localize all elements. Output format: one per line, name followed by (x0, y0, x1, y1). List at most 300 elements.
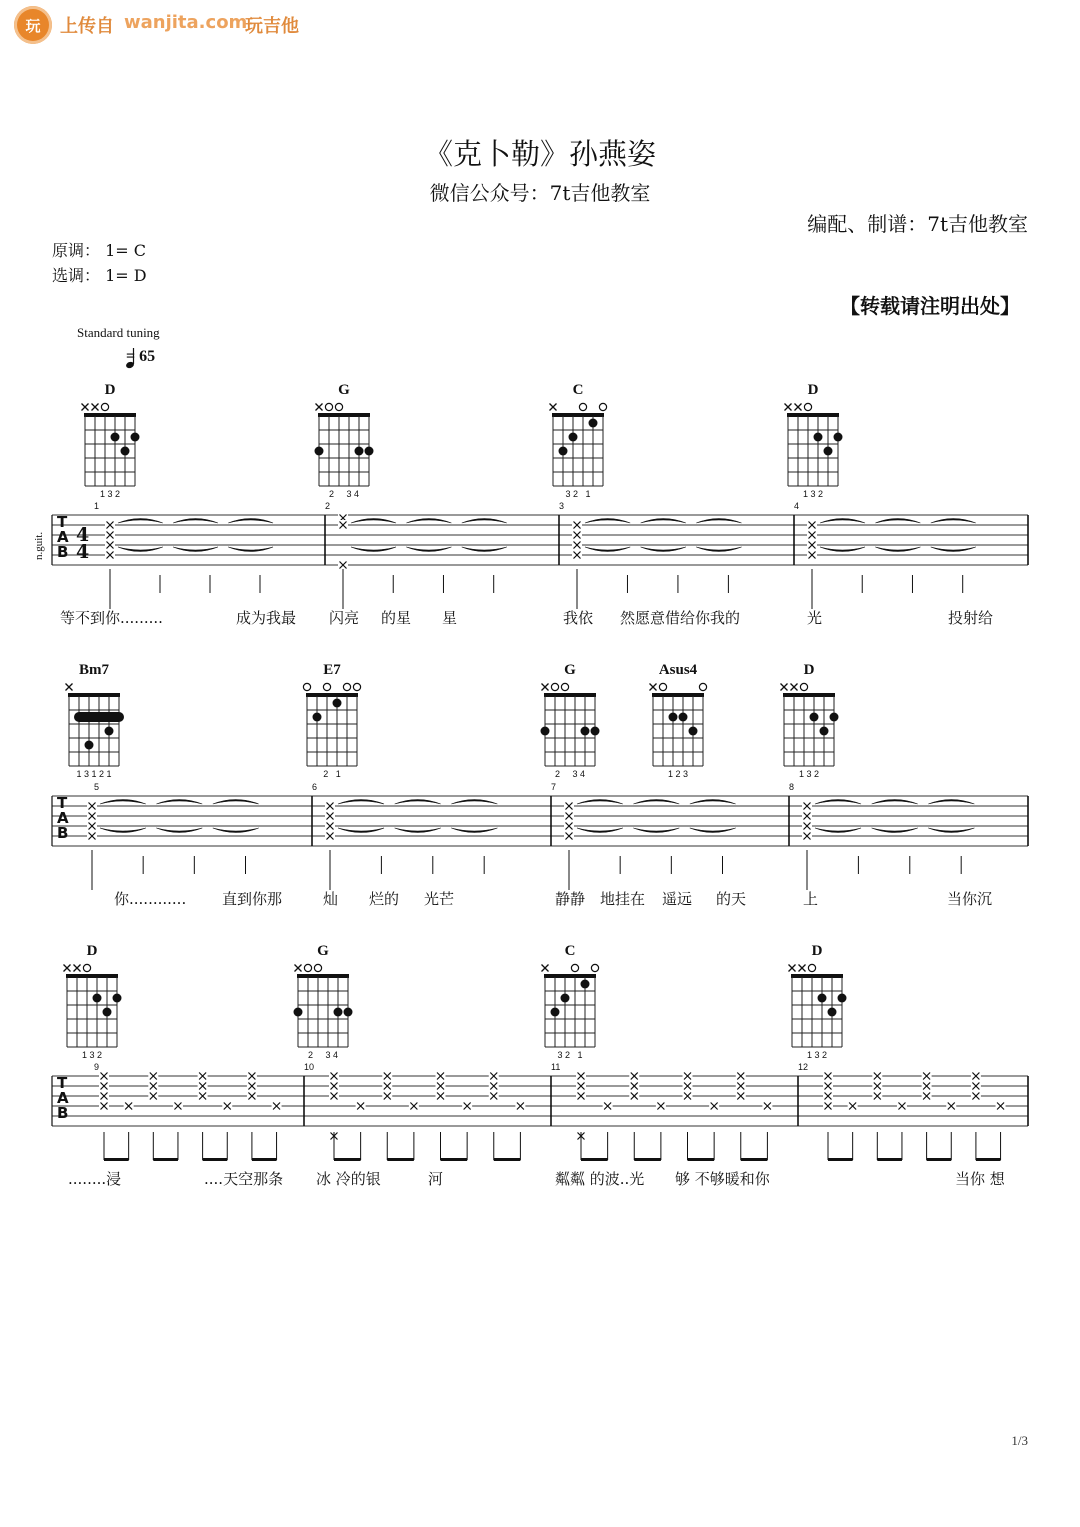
finger-dot (93, 994, 102, 1003)
tab-x-note (247, 1071, 257, 1081)
beam (441, 1158, 468, 1161)
tie-mark (820, 519, 865, 524)
tie-mark (585, 547, 630, 552)
tab-x-note (683, 1071, 693, 1081)
finger-numbers: 2 3 4 (554, 769, 586, 779)
tab-x-note (971, 1071, 981, 1081)
beam (252, 1158, 277, 1161)
lyric-text: 的星 (381, 609, 412, 627)
tie-mark (156, 800, 202, 805)
tab-x-note (709, 1101, 719, 1111)
chord-diagram (66, 684, 125, 767)
finger-dot (581, 980, 590, 989)
open-string-icon (314, 964, 321, 971)
finger-dot (333, 699, 342, 708)
finger-numbers: 1 2 3 (667, 769, 689, 779)
muted-string-icon (82, 404, 89, 411)
open-string-icon (571, 964, 578, 971)
tab-x-note (576, 1091, 586, 1101)
muted-string-icon (295, 965, 302, 972)
muted-string-icon (785, 404, 792, 411)
beam (741, 1158, 768, 1161)
tab-x-note (683, 1091, 693, 1101)
lyric-text: 成为我最 (236, 609, 297, 627)
tab-x-note (148, 1081, 158, 1091)
tab-x-note (572, 520, 582, 530)
tie-mark (213, 828, 259, 833)
measure-number: 5 (94, 782, 100, 792)
open-string-icon (699, 683, 706, 690)
lyric-text: ....天空那条 (204, 1170, 284, 1188)
tab-x-note (897, 1101, 907, 1111)
beam (104, 1158, 129, 1161)
muted-string-icon (650, 684, 657, 691)
finger-dot (334, 1008, 343, 1017)
tab-x-note (198, 1081, 208, 1091)
tab-clef: B (57, 1104, 69, 1122)
tab-x-note (823, 1091, 833, 1101)
tab-x-note (198, 1091, 208, 1101)
lyric-text: 遥远 (662, 890, 693, 908)
tie-mark (641, 519, 686, 524)
tab-x-note (802, 811, 812, 821)
measure-number: 2 (325, 501, 331, 511)
lyric-text: 我依 (563, 609, 594, 627)
tab-x-note (99, 1101, 109, 1111)
tie-mark (641, 547, 686, 552)
finger-dot (294, 1008, 303, 1017)
tab-x-note (802, 801, 812, 811)
finger-numbers: 3 2 1 (565, 489, 591, 499)
tab-x-note (823, 1081, 833, 1091)
muted-string-icon (74, 965, 81, 972)
tie-mark (395, 800, 441, 805)
lyric-text: 当你 想 (955, 1170, 1005, 1188)
tab-x-note (338, 560, 348, 570)
tab-x-note (87, 811, 97, 821)
tie-mark (931, 547, 976, 552)
finger-dot (85, 741, 94, 750)
lyric-text: 的天 (716, 890, 747, 908)
lyric-text: 当你沉 (947, 890, 993, 908)
tab-x-note (105, 530, 115, 540)
tab-x-note (105, 540, 115, 550)
beam (634, 1158, 661, 1161)
chord-name: C (572, 382, 584, 398)
chord-name: Bm7 (79, 662, 109, 678)
open-string-icon (101, 403, 108, 410)
chord-name: D (803, 662, 815, 678)
tie-mark (173, 519, 218, 524)
open-string-icon (551, 683, 558, 690)
chord-name: E7 (323, 662, 341, 678)
chord-diagram (64, 964, 122, 1047)
chord-diagram (541, 683, 600, 766)
tab-staff (52, 1071, 1028, 1161)
lyric-text: 河 (428, 1170, 444, 1188)
chord-name: D (104, 382, 116, 398)
tab-x-note (922, 1091, 932, 1101)
finger-dot (669, 713, 678, 722)
muted-string-icon (66, 684, 73, 691)
tie-mark (577, 800, 623, 805)
finger-dot (561, 994, 570, 1003)
tie-mark (696, 519, 741, 524)
tie-mark (696, 547, 741, 552)
tab-x-note (99, 1071, 109, 1081)
tab-x-note (576, 1071, 586, 1081)
open-string-icon (579, 403, 586, 410)
open-string-icon (353, 683, 360, 690)
tie-mark (462, 519, 507, 524)
watermark-site-name: 玩吉他 (245, 16, 299, 37)
tie-mark (228, 519, 273, 524)
tie-mark (928, 828, 974, 833)
tab-x-note (736, 1081, 746, 1091)
tie-mark (872, 828, 918, 833)
finger-numbers: 1 3 2 (81, 1050, 103, 1060)
tab-x-note (325, 811, 335, 821)
tab-x-note (872, 1071, 882, 1081)
tab-x-note (222, 1101, 232, 1111)
tab-clef: A (57, 809, 69, 827)
chord-diagram (650, 683, 707, 766)
tab-x-note (564, 811, 574, 821)
tab-staff (52, 794, 1028, 890)
tab-x-note (823, 1101, 833, 1111)
tab-clef: T (57, 513, 68, 531)
tab-x-note (409, 1101, 419, 1111)
tab-x-note (489, 1071, 499, 1081)
beam (976, 1158, 1001, 1161)
chord-diagram (294, 964, 353, 1047)
finger-numbers: 2 1 (323, 769, 341, 779)
tie-mark (338, 800, 384, 805)
tie-mark (690, 828, 736, 833)
tie-mark (451, 800, 497, 805)
finger-numbers: 2 3 4 (328, 489, 360, 499)
chord-diagram (785, 403, 843, 486)
tie-mark (351, 547, 396, 552)
finger-numbers: 2 3 4 (307, 1050, 339, 1060)
muted-string-icon (781, 684, 788, 691)
tie-mark (156, 828, 202, 833)
tab-x-note (564, 831, 574, 841)
open-string-icon (561, 683, 568, 690)
lyric-text: 等不到你......... (60, 609, 163, 627)
tab-x-note (124, 1101, 134, 1111)
time-signature: 4 (76, 524, 90, 546)
tab-x-note (572, 530, 582, 540)
tab-clef: B (57, 824, 69, 842)
tie-mark (100, 828, 146, 833)
tie-mark (462, 547, 507, 552)
tie-mark (451, 828, 497, 833)
finger-dot (551, 1008, 560, 1017)
finger-dot (828, 1008, 837, 1017)
tab-x-note (872, 1091, 882, 1101)
beam (203, 1158, 228, 1161)
tab-x-note (572, 550, 582, 560)
beam (334, 1158, 361, 1161)
tab-x-note (629, 1081, 639, 1091)
tie-mark (213, 800, 259, 805)
tab-x-note (564, 821, 574, 831)
lyric-text: 闪亮 (329, 609, 360, 627)
tab-x-note (807, 530, 817, 540)
tie-mark (118, 547, 163, 552)
finger-dot (679, 713, 688, 722)
finger-dot (818, 994, 827, 1003)
finger-dot (103, 1008, 112, 1017)
tab-x-note (87, 831, 97, 841)
open-string-icon (303, 683, 310, 690)
tab-x-note (996, 1101, 1006, 1111)
tab-x-note (105, 520, 115, 530)
original-key: 原调： 1= C (52, 241, 147, 260)
finger-dot (344, 1008, 353, 1017)
finger-dot (131, 433, 140, 442)
tab-x-note (173, 1101, 183, 1111)
tab-x-note (489, 1081, 499, 1091)
finger-dot (569, 433, 578, 442)
watermark-uploaded-from: 上传自 (60, 16, 114, 37)
finger-dot (581, 727, 590, 736)
beam (828, 1158, 853, 1161)
finger-dot (105, 727, 114, 736)
tab-x-note (848, 1101, 858, 1111)
muted-string-icon (791, 684, 798, 691)
tie-mark (820, 547, 865, 552)
instrument-label: n.guit. (33, 531, 45, 560)
muted-string-icon (789, 965, 796, 972)
open-string-icon (323, 683, 330, 690)
chord-diagram (542, 964, 599, 1047)
chord-diagram (781, 683, 839, 766)
lyric-text: 上 (803, 890, 819, 908)
finger-numbers: 1 3 2 (806, 1050, 828, 1060)
tab-staff (52, 513, 1028, 609)
tab-x-note (564, 801, 574, 811)
lyric-text: 你............ (114, 890, 187, 908)
chord-diagram (315, 403, 374, 486)
tab-x-note (515, 1101, 525, 1111)
tab-x-note (629, 1091, 639, 1101)
chord-name: D (807, 382, 819, 398)
lyric-text: 灿 (323, 890, 339, 908)
muted-string-icon (799, 965, 806, 972)
lyric-text: 然愿意借给你我的 (620, 609, 741, 627)
lyric-text: ........浸 (68, 1170, 122, 1188)
finger-dot (810, 713, 819, 722)
arranger-credit: 编配、制谱：7t吉他教室 (807, 212, 1028, 236)
measure-number: 4 (794, 501, 800, 511)
tab-x-note (762, 1101, 772, 1111)
lyric-text: 粼粼 的波..光 (555, 1170, 645, 1188)
tab-x-note (329, 1091, 339, 1101)
tab-x-note (946, 1101, 956, 1111)
tuning-label: Standard tuning (77, 325, 160, 340)
finger-dot (315, 447, 324, 456)
tab-clef: T (57, 1074, 68, 1092)
tab-x-note (382, 1071, 392, 1081)
tie-mark (633, 800, 679, 805)
measure-number: 10 (304, 1062, 315, 1072)
chord-name: C (564, 943, 576, 959)
tab-x-note (148, 1091, 158, 1101)
open-string-icon (325, 403, 332, 410)
tie-mark (931, 519, 976, 524)
barre-mark (74, 712, 124, 722)
lyric-text: 光 (807, 609, 823, 627)
lyric-text: 星 (442, 609, 458, 627)
finger-dot (113, 994, 122, 1003)
muted-string-icon (550, 404, 557, 411)
lyric-text: 冰 冷的银 (316, 1170, 381, 1188)
tie-mark (351, 519, 396, 524)
tab-x-note (572, 540, 582, 550)
lyric-text: 地挂在 (600, 890, 646, 908)
chord-diagram (550, 403, 607, 486)
tab-x-note (802, 831, 812, 841)
finger-numbers: 1 3 2 (798, 769, 820, 779)
beam (877, 1158, 902, 1161)
tab-x-note (807, 520, 817, 530)
beam (927, 1158, 952, 1161)
tie-mark (585, 519, 630, 524)
tie-mark (395, 828, 441, 833)
tab-x-note (656, 1101, 666, 1111)
lyric-text: 烂的 (369, 890, 400, 908)
tie-mark (872, 800, 918, 805)
tab-clef: T (57, 794, 68, 812)
finger-numbers: 1 3 1 2 1 (76, 769, 112, 779)
tie-mark (815, 828, 861, 833)
tab-x-note (971, 1081, 981, 1091)
tab-x-note (247, 1081, 257, 1091)
chord-diagram (303, 683, 360, 766)
open-string-icon (800, 683, 807, 690)
tab-x-note (148, 1071, 158, 1081)
chord-name: D (86, 943, 98, 959)
measure-number: 1 (94, 501, 100, 511)
tab-x-note (807, 540, 817, 550)
chord-name: G (338, 382, 350, 398)
open-string-icon (83, 964, 90, 971)
open-string-icon (304, 964, 311, 971)
finger-dot (689, 727, 698, 736)
tab-x-note (325, 801, 335, 811)
tab-x-note (462, 1101, 472, 1111)
tab-x-note (382, 1081, 392, 1091)
tie-mark (815, 800, 861, 805)
lyric-text: 投射给 (948, 609, 994, 627)
muted-string-icon (542, 684, 549, 691)
tab-x-note (603, 1101, 613, 1111)
chord-name: G (564, 662, 576, 678)
tab-x-note (823, 1071, 833, 1081)
open-string-icon (659, 683, 666, 690)
logo-glyph: 玩 (25, 16, 41, 35)
tie-mark (928, 800, 974, 805)
tab-x-note (99, 1081, 109, 1091)
lyric-text: 静静 (555, 890, 586, 908)
finger-dot (589, 419, 598, 428)
tab-x-note (489, 1091, 499, 1101)
tie-mark (690, 800, 736, 805)
muted-string-icon (542, 965, 549, 972)
tab-x-note (382, 1091, 392, 1101)
muted-string-icon (316, 404, 323, 411)
muted-string-icon (92, 404, 99, 411)
finger-dot (559, 447, 568, 456)
finger-dot (834, 433, 843, 442)
measure-number: 3 (559, 501, 565, 511)
open-string-icon (343, 683, 350, 690)
beam (153, 1158, 178, 1161)
tie-mark (406, 547, 451, 552)
chord-name: Asus4 (658, 662, 698, 678)
tab-x-note (436, 1071, 446, 1081)
finger-numbers: 1 3 2 (99, 489, 121, 499)
tab-x-note (105, 550, 115, 560)
tab-x-note (971, 1091, 981, 1101)
chord-diagram (789, 964, 847, 1047)
finger-dot (111, 433, 120, 442)
tie-mark (875, 519, 920, 524)
tie-mark (228, 547, 273, 552)
song-title: 《克卜勒》孙燕姿 (423, 137, 656, 171)
tab-x-note (436, 1081, 446, 1091)
measure-number: 9 (94, 1062, 100, 1072)
tab-x-note (247, 1091, 257, 1101)
watermark-domain[interactable]: wanjita.com (124, 12, 248, 33)
chord-name: G (317, 943, 329, 959)
tempo-marking: = 65 (126, 348, 156, 365)
tab-x-note (325, 831, 335, 841)
tab-x-note (802, 821, 812, 831)
tie-mark (338, 828, 384, 833)
finger-dot (824, 447, 833, 456)
lyric-text: 够 不够暖和你 (675, 1170, 770, 1188)
tab-x-note (356, 1101, 366, 1111)
tie-mark (173, 547, 218, 552)
open-string-icon (591, 964, 598, 971)
beam (688, 1158, 715, 1161)
tab-x-note (87, 821, 97, 831)
tab-clef: A (57, 1089, 69, 1107)
open-string-icon (599, 403, 606, 410)
chord-name: D (811, 943, 823, 959)
open-string-icon (808, 964, 815, 971)
tab-x-note (99, 1091, 109, 1101)
lyric-text: 光芒 (424, 890, 455, 908)
tab-x-note (736, 1091, 746, 1101)
finger-numbers: 1 3 2 (802, 489, 824, 499)
tab-x-note (436, 1091, 446, 1101)
tie-mark (633, 828, 679, 833)
tab-x-note (922, 1071, 932, 1081)
tie-mark (100, 800, 146, 805)
measure-number: 6 (312, 782, 318, 792)
muted-string-icon (64, 965, 71, 972)
lyric-text: 直到你那 (222, 890, 283, 908)
beam (581, 1158, 608, 1161)
open-string-icon (335, 403, 342, 410)
tab-x-note (683, 1081, 693, 1091)
finger-dot (591, 727, 600, 736)
measure-number: 8 (789, 782, 795, 792)
